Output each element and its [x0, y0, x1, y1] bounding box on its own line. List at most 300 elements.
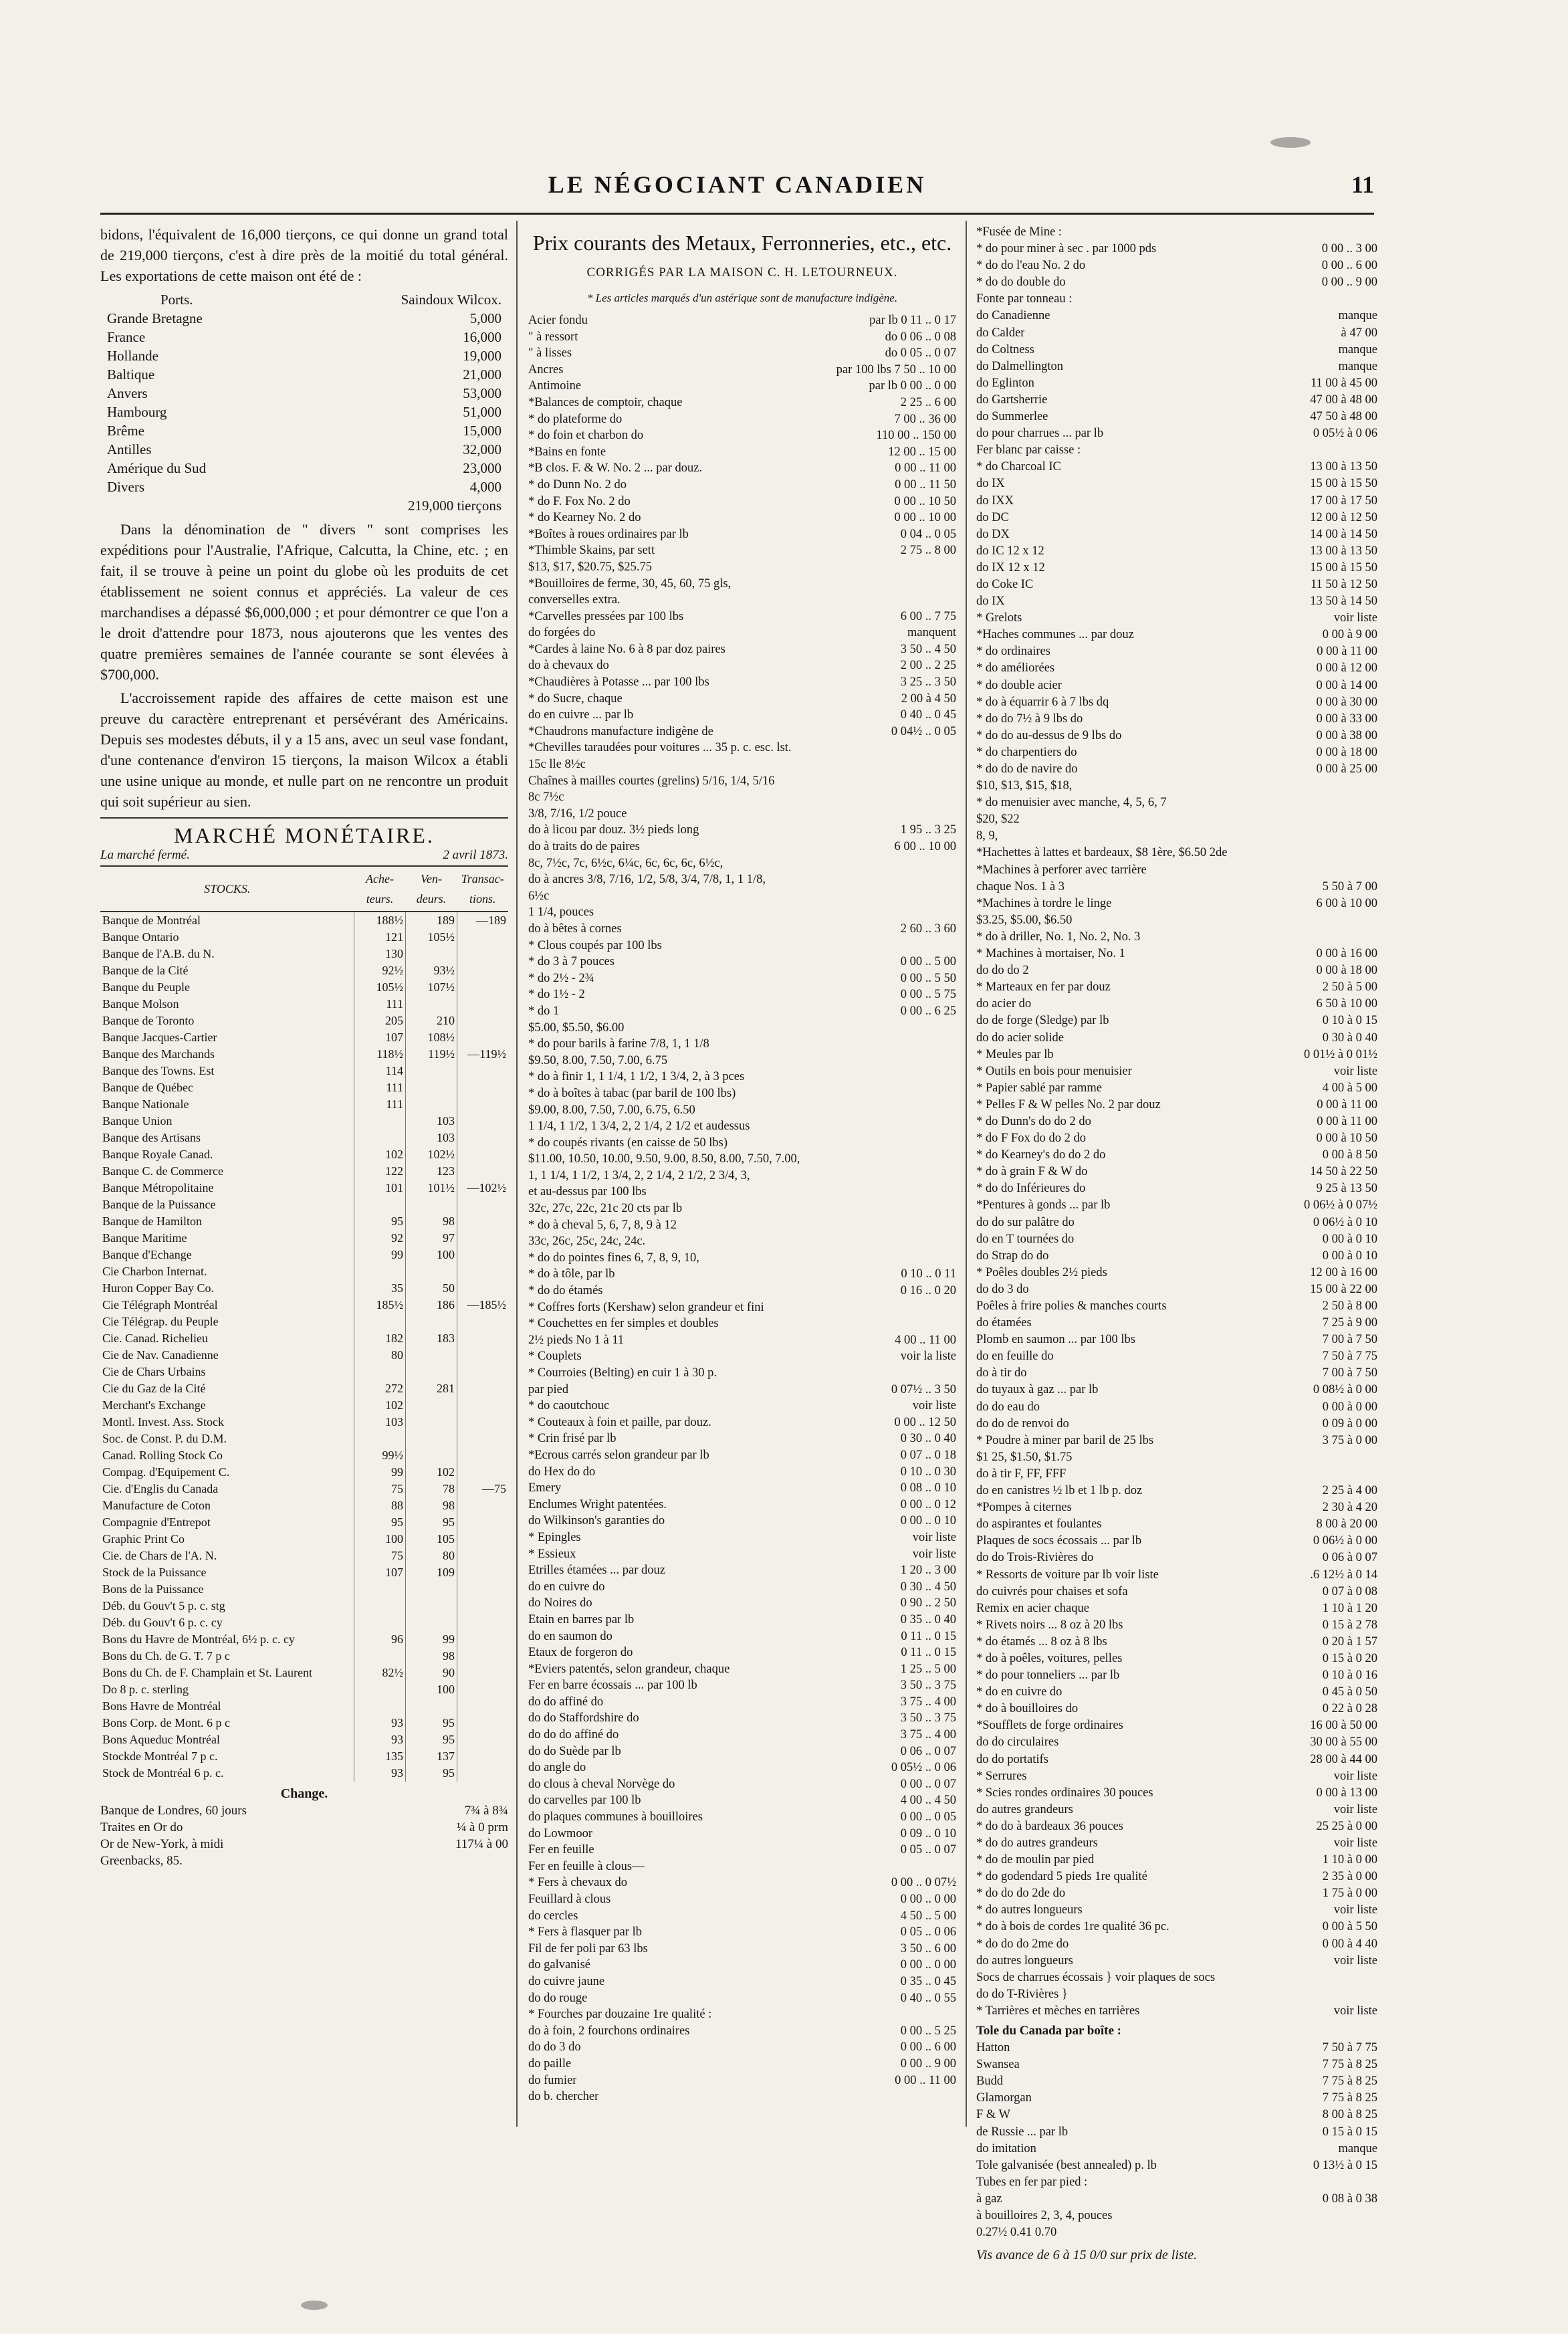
price-row	[528, 1645, 956, 1661]
change-label: Traites en Or do	[100, 1820, 183, 1834]
item-label: Emery	[528, 1481, 562, 1495]
stock-value: 35	[354, 1280, 406, 1297]
item-price	[1372, 2224, 1377, 2241]
item-price: 0 00 .. 3 00	[1321, 242, 1377, 256]
stock-value: 183	[406, 1330, 457, 1347]
item-price: voir la liste	[900, 1350, 956, 1364]
price-row	[528, 477, 956, 494]
price-row	[976, 493, 1377, 510]
item-label: * do ordinaires	[976, 645, 1050, 659]
item-label: do à traits do de paires	[528, 840, 640, 853]
stock-name: Cie du Gaz de la Cité	[100, 1380, 354, 1397]
price-row	[976, 2056, 1377, 2073]
stock-value: 118½	[354, 1046, 406, 1063]
stock-value: 130	[354, 946, 406, 962]
price-row	[976, 879, 1377, 895]
stock-value	[457, 1146, 509, 1163]
item-label: Remix en acier chaque	[976, 1601, 1089, 1615]
stock-name: Graphic Print Co	[100, 1531, 354, 1548]
item-price: 0 07 à 0 08	[1322, 1584, 1377, 1598]
item-price: 0 00 à 4 40	[1322, 1937, 1377, 1951]
item-label: * do à poêles, voitures, pelles	[976, 1651, 1123, 1665]
change-section	[100, 1786, 508, 1869]
item-label: do Coltness	[976, 342, 1034, 356]
port-value: 21,000	[463, 366, 501, 383]
port-value: 53,000	[463, 385, 501, 401]
item-label: * do à tôle, par lb	[528, 1267, 615, 1281]
stock-value	[457, 1380, 509, 1397]
item-price: 0 00 .. 11 00	[895, 2073, 956, 2087]
item-price: 0 00 .. 0 00	[900, 1893, 956, 1906]
item-price	[951, 1200, 956, 1217]
price-row	[976, 845, 1377, 861]
item-price	[951, 576, 956, 593]
item-label: *Machines à tordre le linge	[976, 896, 1112, 910]
item-price: 7 50 à 7 75	[1322, 2041, 1377, 2055]
item-price	[951, 1315, 956, 1332]
price-row	[976, 1483, 1377, 1499]
price-row	[976, 375, 1377, 392]
item-price	[951, 855, 956, 872]
price-row	[976, 425, 1377, 442]
stock-value	[457, 1313, 509, 1330]
stock-row	[100, 1180, 508, 1196]
price-row	[976, 1768, 1377, 1785]
item-price: 11 50 à 12 50	[1310, 577, 1377, 591]
stock-name: Stockde Montréal 7 p c.	[100, 1748, 354, 1765]
item-price: 5 50 à 7 00	[1322, 879, 1377, 893]
price-row	[976, 1701, 1377, 1717]
price-row	[528, 1826, 956, 1842]
item-label: * do charpentiers do	[976, 745, 1077, 759]
item-label: Plaques de socs écossais ... par lb	[976, 1534, 1142, 1548]
price-row	[528, 1529, 956, 1546]
item-price: par lb 0 11 .. 0 17	[869, 314, 956, 327]
item-label: * Couplets	[528, 1350, 582, 1364]
stock-value	[457, 1013, 509, 1029]
stock-row	[100, 1397, 508, 1414]
price-row	[976, 1113, 1377, 1130]
item-price: 7 25 à 9 00	[1322, 1316, 1377, 1330]
price-row	[976, 2040, 1377, 2056]
item-label: Fer en feuille	[528, 1843, 594, 1857]
price-row	[976, 308, 1377, 324]
stock-value: 103	[406, 1130, 457, 1146]
item-label: 1 1/4, pouces	[528, 906, 594, 920]
item-label: Budd	[976, 2075, 1004, 2089]
stock-value: 109	[406, 1564, 457, 1581]
stock-value: 50	[406, 1280, 457, 1297]
price-row	[976, 1348, 1377, 1365]
item-label: * do Kearney's do do 2 do	[976, 1148, 1106, 1162]
stock-name: Banque Métropolitaine	[100, 1180, 354, 1196]
item-price	[1372, 2174, 1377, 2191]
page-title: LE NÉGOCIANT CANADIEN	[548, 171, 927, 198]
stock-value	[457, 1163, 509, 1180]
stock-name: Cie de Nav. Canadienne	[100, 1347, 354, 1364]
item-price: 30 00 à 55 00	[1310, 1735, 1377, 1749]
port-name: Baltique	[107, 366, 155, 383]
price-row	[528, 806, 956, 823]
stock-name: Bons Havre de Montréal	[100, 1698, 354, 1715]
item-price: 47 00 à 48 00	[1310, 393, 1377, 407]
stock-name: Cie Télégrap. du Peuple	[100, 1313, 354, 1330]
item-label: * do do do 2de do	[976, 1887, 1066, 1901]
price-row	[976, 1433, 1377, 1449]
item-label: do carvelles par 100 lb	[528, 1794, 641, 1808]
stock-row	[100, 1464, 508, 1481]
stock-value	[406, 946, 457, 962]
port-name: Grande Bretagne	[107, 310, 203, 326]
item-price: 12 00 .. 15 00	[888, 445, 956, 459]
price-row	[528, 1053, 956, 1069]
price-row	[528, 1151, 956, 1168]
item-label: * Poudre à miner par baril de 25 lbs	[976, 1433, 1154, 1447]
item-label: * do do 7½ à 9 lbs do	[976, 712, 1083, 726]
item-label: *Soufflets de forge ordinaires	[976, 1719, 1123, 1733]
item-price	[951, 1020, 956, 1037]
price-row	[528, 559, 956, 576]
item-label: * do à driller, No. 1, No. 2, No. 3	[976, 930, 1141, 944]
stock-value	[457, 1648, 509, 1665]
item-label: 6½c	[528, 889, 550, 903]
item-price: manque	[1338, 309, 1377, 323]
item-price: 0 00 à 14 00	[1316, 678, 1377, 692]
price-row	[976, 1919, 1377, 1935]
stock-value: 88	[354, 1497, 406, 1514]
price-row	[528, 855, 956, 872]
stock-value	[457, 1614, 509, 1631]
item-label: * Poêles doubles 2½ pieds	[976, 1265, 1107, 1279]
stock-value: 186	[406, 1297, 457, 1313]
price-row	[528, 888, 956, 905]
item-label: do plaques communes à bouilloires	[528, 1810, 703, 1824]
price-row	[976, 2191, 1377, 2208]
item-label: do Wilkinson's garanties do	[528, 1514, 665, 1528]
price-row	[528, 1299, 956, 1316]
price-row	[976, 325, 1377, 342]
price-row	[528, 1069, 956, 1085]
item-label: do cercles	[528, 1909, 578, 1923]
item-label: " à lisses	[528, 346, 572, 360]
item-price: voir liste	[1333, 1836, 1377, 1850]
item-label: * Essieux	[528, 1547, 576, 1561]
item-price: 8 00 à 8 25	[1322, 2108, 1377, 2122]
item-label: do do circulaires	[976, 1735, 1059, 1749]
item-label: 2½ pieds No 1 à 11	[528, 1333, 625, 1347]
item-price: 0 00 à 11 00	[1317, 1114, 1377, 1128]
price-row	[528, 1612, 956, 1628]
item-price: 15 00 à 22 00	[1310, 1282, 1377, 1296]
item-price: 0 00 à 0 10	[1322, 1232, 1377, 1246]
item-label: *Carvelles pressées par 100 lbs	[528, 609, 684, 623]
item-price: 0 00 .. 9 00	[900, 2056, 956, 2071]
price-row	[976, 1466, 1377, 1483]
item-label: 15c lle 8½c	[528, 758, 586, 772]
item-label: * Papier sablé par ramme	[976, 1081, 1103, 1095]
stock-value: 107	[354, 1029, 406, 1046]
ink-blot	[301, 2301, 328, 2310]
stock-value	[406, 1447, 457, 1464]
item-price: 0 00 .. 6 00	[900, 2040, 956, 2054]
price-row	[528, 691, 956, 708]
stock-value	[406, 1598, 457, 1614]
item-label: Etain en barres par lb	[528, 1612, 635, 1626]
item-label: *Eviers patentés, selon grandeur, chaque	[528, 1662, 730, 1676]
price-row	[528, 970, 956, 987]
stock-row	[100, 979, 508, 996]
item-label: * do coupés rivants (en caisse de 50 lbs)	[528, 1136, 727, 1150]
item-price	[951, 740, 956, 756]
item-price	[951, 806, 956, 823]
change-value: 7¾ à 8¾	[464, 1804, 508, 1818]
port-row	[100, 346, 508, 365]
item-label: *Balances de comptoir, chaque	[528, 395, 683, 409]
stock-name: Bons de la Puissance	[100, 1581, 354, 1598]
item-label: * Machines à mortaiser, No. 1	[976, 947, 1125, 961]
item-label: do Noires do	[528, 1596, 592, 1610]
item-label: do autres longueurs	[976, 1953, 1073, 1968]
stock-row	[100, 1146, 508, 1163]
stock-value	[457, 1414, 509, 1430]
price-row	[528, 1036, 956, 1053]
stock-name: Banque de Québec	[100, 1079, 354, 1096]
item-price: 0 01½ à 0 01½	[1304, 1047, 1377, 1061]
price-row	[528, 1447, 956, 1464]
price-row	[528, 362, 956, 379]
item-price: 0 00 .. 6 25	[900, 1004, 956, 1018]
price-row	[976, 1416, 1377, 1433]
col-header-stocks: STOCKS.	[100, 866, 354, 912]
port-name: Antilles	[107, 441, 152, 457]
stock-value	[457, 1113, 509, 1130]
item-label: do à licou par douz. 3½ pieds long	[528, 823, 699, 837]
item-price: 0 00 à 8 50	[1322, 1148, 1377, 1162]
stock-value	[406, 1347, 457, 1364]
price-row	[976, 660, 1377, 677]
price-row	[976, 342, 1377, 358]
item-price: 0 00 à 10 50	[1316, 1132, 1377, 1146]
item-label: 3/8, 7/16, 1/2 pouce	[528, 807, 627, 821]
price-row	[976, 409, 1377, 425]
stock-value: 99	[354, 1247, 406, 1263]
price-row	[976, 224, 1377, 241]
stock-value	[354, 1581, 406, 1598]
stock-value	[457, 1581, 509, 1598]
price-row	[528, 1859, 956, 1875]
item-label: * do do l'eau No. 2 do	[976, 259, 1086, 273]
item-price: 0 08 .. 0 10	[900, 1481, 956, 1495]
price-row	[528, 789, 956, 806]
price-row	[528, 526, 956, 543]
stock-name: Cie. d'Englis du Canada	[100, 1481, 354, 1497]
item-label: Feuillard à clous	[528, 1893, 611, 1906]
item-label: do à chevaux do	[528, 659, 609, 673]
price-row	[976, 1584, 1377, 1600]
price-row	[528, 938, 956, 954]
price-row	[976, 442, 1377, 459]
item-price: voir liste	[1333, 1953, 1377, 1968]
item-label: do Hex do do	[528, 1465, 596, 1479]
stock-name: Banque Ontario	[100, 929, 354, 946]
price-row	[976, 1332, 1377, 1348]
price-row	[528, 2073, 956, 2089]
item-price: 0 08 à 0 38	[1322, 2192, 1377, 2206]
stock-value: 80	[354, 1347, 406, 1364]
prices-note: * Les articles marqués d'un astérique sont de manufacture indigène.	[586, 292, 898, 304]
item-price: 0 40 .. 0 55	[900, 1991, 956, 2005]
stock-name: Cie. Canad. Richelieu	[100, 1330, 354, 1347]
item-label: do étamées	[976, 1316, 1032, 1330]
price-row	[976, 1970, 1377, 1986]
item-price: 3 50 .. 3 75	[900, 1711, 956, 1725]
stock-value	[457, 1447, 509, 1464]
item-price	[951, 592, 956, 609]
stock-value	[406, 1313, 457, 1330]
item-label: * Epingles	[528, 1530, 581, 1544]
paragraph-wilcox: L'accroissement rapide des affaires de cette maison est une preuve du caractère entreprenant et persévérant des Américains. Depuis ses modestes débuts, il y a 15 ans, avec un seul vase fondant, d'une contenance d'environ 15 tierçons, la maison Wilcox a établi une usine unique au monde, et nulle part on ne rencontre un produit qui soit supérieur au sien.	[100, 689, 508, 810]
item-label: do do de renvoi do	[976, 1416, 1069, 1430]
item-price: 0 09 .. 0 10	[900, 1826, 956, 1840]
stock-row	[100, 929, 508, 946]
stock-value	[457, 1748, 509, 1765]
stock-row	[100, 1196, 508, 1213]
item-label: do Coke IC	[976, 577, 1034, 591]
item-price: à 47 00	[1341, 326, 1377, 340]
page-number: 11	[1351, 171, 1374, 198]
item-price: 8 00 à 20 00	[1316, 1517, 1377, 1531]
item-label: * Scies rondes ordinaires 30 pouces	[976, 1786, 1153, 1800]
change-label: Banque de Londres, 60 jours	[100, 1804, 247, 1818]
price-row	[528, 1595, 956, 1612]
stock-value: 272	[354, 1380, 406, 1397]
item-price: 7 00 à 7 50	[1322, 1333, 1377, 1347]
item-price: 0 00 .. 11 00	[895, 461, 956, 475]
stocks-table	[100, 865, 508, 1782]
item-price: voir liste	[1333, 1903, 1377, 1917]
item-price: .6 12½ à 0 14	[1310, 1568, 1377, 1582]
stock-value	[457, 1681, 509, 1698]
item-price: 12 00 à 16 00	[1310, 1265, 1377, 1279]
price-row	[528, 756, 956, 773]
stock-name: Cie. de Chars de l'A. N.	[100, 1548, 354, 1564]
price-row	[976, 929, 1377, 946]
price-row	[976, 1550, 1377, 1566]
stock-value	[457, 946, 509, 962]
price-row	[528, 1102, 956, 1119]
item-price	[1372, 1986, 1377, 2003]
price-row	[528, 1480, 956, 1497]
item-label: * do à finir 1, 1 1/4, 1 1/2, 1 3/4, 2, à 3 pces	[528, 1070, 745, 1084]
item-label: *Hachettes à lattes et bardeaux, $8 1ère, $6.50 2de	[976, 846, 1228, 860]
stock-value	[457, 962, 509, 979]
item-label: do do portatifs	[976, 1752, 1048, 1766]
item-label: do à tir do	[976, 1366, 1027, 1380]
item-label: Plomb en saumon ... par 100 lbs	[976, 1333, 1135, 1347]
item-label: * do F. Fox No. 2 do	[528, 494, 631, 508]
item-label: do tuyaux à gaz ... par lb	[976, 1383, 1099, 1397]
item-label: 8c, 7½c, 7c, 6½c, 6¼c, 6c, 6c, 6c, 6½c,	[528, 856, 723, 870]
item-label: do b. chercher	[528, 2090, 599, 2104]
stock-name: Banque d'Echange	[100, 1247, 354, 1263]
item-price	[951, 773, 956, 790]
item-label: do Summerlee	[976, 410, 1048, 424]
item-label: et au-dessus par 100 lbs	[528, 1185, 647, 1199]
item-label: *Haches communes ... par douz	[976, 628, 1134, 642]
price-row	[976, 643, 1377, 660]
item-price	[1372, 291, 1377, 308]
price-row	[976, 257, 1377, 274]
item-label: *Ecrous carrés selon grandeur par lb	[528, 1448, 709, 1462]
item-label: * do à bois de cordes 1re qualité 36 pc.	[976, 1920, 1169, 1934]
price-row	[528, 1710, 956, 1727]
item-price: 4 00 à 5 00	[1322, 1081, 1377, 1095]
price-row	[976, 862, 1377, 879]
price-row	[976, 1399, 1377, 1416]
item-price: 0 15 à 0 15	[1322, 2125, 1377, 2139]
item-label: do IXX	[976, 494, 1014, 508]
item-price: 6 00 .. 10 00	[894, 840, 956, 853]
stock-value	[457, 1698, 509, 1715]
item-price: voir liste	[1333, 1769, 1377, 1783]
item-price: 0 00 à 9 00	[1322, 628, 1377, 642]
stock-value: 205	[354, 1013, 406, 1029]
stock-value	[406, 1414, 457, 1430]
price-row	[976, 1315, 1377, 1332]
item-label: de Russie ... par lb	[976, 2125, 1069, 2139]
item-label: do paille	[528, 2056, 572, 2071]
item-label: do Dalmellington	[976, 359, 1063, 373]
price-row	[976, 1936, 1377, 1953]
item-price	[1372, 1449, 1377, 1466]
stock-value	[406, 1364, 457, 1380]
item-label: * do autres longueurs	[976, 1903, 1083, 1917]
stock-value: 122	[354, 1163, 406, 1180]
port-row	[100, 328, 508, 346]
item-price: 15 00 à 15 50	[1310, 560, 1377, 574]
stock-row	[100, 1614, 508, 1631]
item-price: 0 06 .. 0 07	[900, 1744, 956, 1758]
item-label: do do do affiné do	[528, 1728, 619, 1742]
item-price: 1 20 .. 3 00	[900, 1564, 956, 1578]
item-price: 0 00 à 18 00	[1316, 964, 1377, 978]
item-label: Ancres	[528, 362, 564, 377]
price-row	[528, 822, 956, 839]
item-price: 0 00 .. 12 50	[894, 1415, 956, 1429]
price-row	[528, 1217, 956, 1234]
stock-row	[100, 1481, 508, 1497]
item-price	[951, 871, 956, 888]
item-label: * do double acier	[976, 678, 1062, 692]
change-row	[100, 1836, 508, 1852]
item-price: 1 95 .. 3 25	[900, 823, 956, 837]
price-row	[528, 1266, 956, 1283]
price-row	[976, 274, 1377, 291]
price-row	[976, 711, 1377, 728]
discount-note: Vis avance de 6 à 15 0/0 sur prix de liste.	[976, 2248, 1198, 2263]
item-price: 0 10 à 0 16	[1322, 1669, 1377, 1683]
item-price: 7 00 .. 36 00	[894, 412, 956, 426]
item-label: * Outils en bois pour menuisier	[976, 1064, 1132, 1078]
item-price: 9 25 à 13 50	[1316, 1182, 1377, 1196]
item-price: 0 35 .. 0 45	[900, 1974, 956, 1988]
price-row	[528, 2006, 956, 2023]
price-row	[528, 1562, 956, 1579]
stock-value: 105½	[406, 929, 457, 946]
item-price	[951, 1859, 956, 1875]
item-price: manquent	[907, 626, 956, 640]
item-label: " à ressort	[528, 330, 578, 344]
